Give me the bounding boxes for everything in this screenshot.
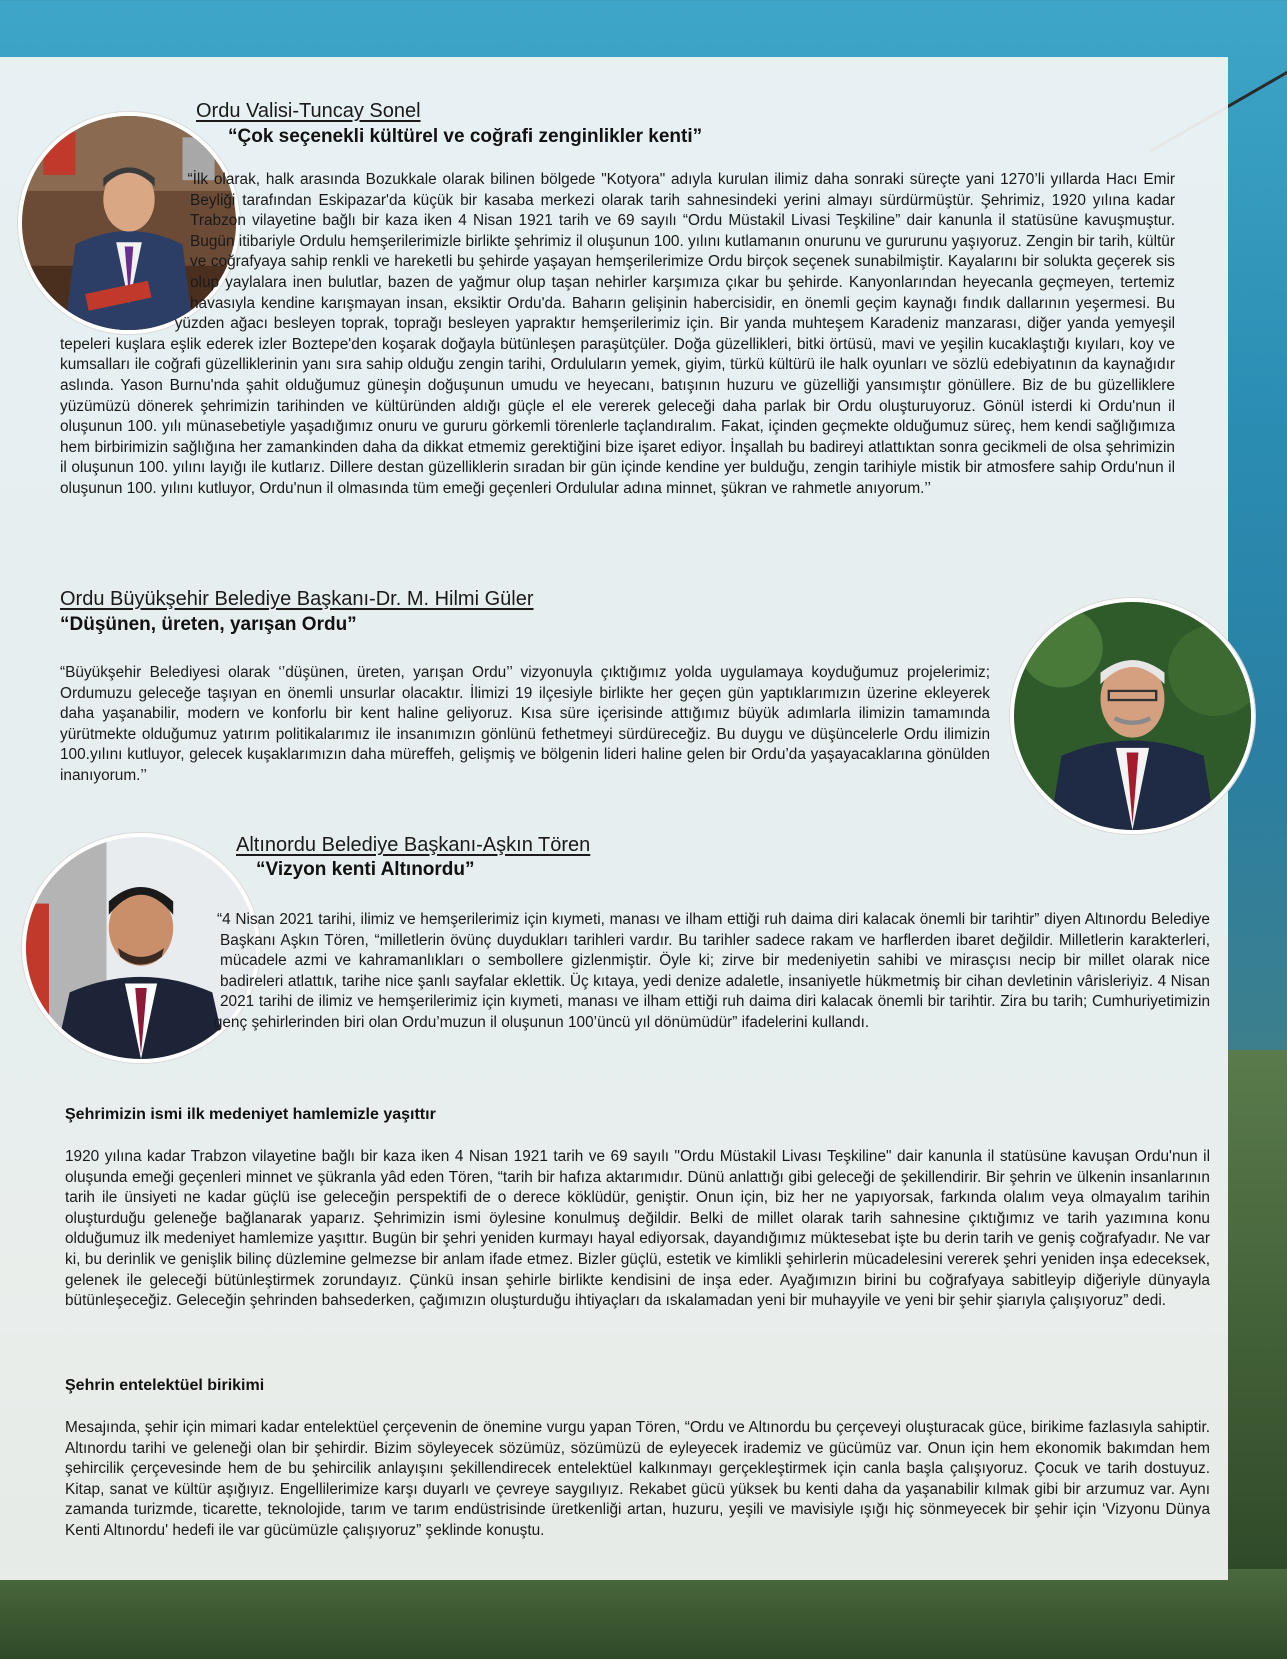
entelektuel-text: Mesajında, şehir için mimari kadar entelektüel çerçevenin de önemine vurgu yapan Tören, “Ordu ve Altınordu bu çerçeveyi oluşturacak güce, birikime fazlasıyla sahiptir. Altınordu tarihi ve geleneği olan bir şehirdir. Bizim söyleyecek sözümüz, sözümüzü de eyleyecek irademiz ve gücümüz var. Onun için hem ekonomik bakımdan hem şehircilik çerçevesinde hem de bu şehircilik anlayışını şekillendirecek entelektüel kalkınmayı gerçekleştirmek için canla başla çalışıyoruz. Çocuk ve tarih dostuyuz. Kitap, sanat ve kültür aşığıyız. Engellilerimize karşı duyarlı ve çevreye saygılıyız. Rekabet gücü yüksek bu kenti daha da yaşanabilir kılmak gibi bir arzumuz var. Aynı zamanda turizmde, ticarette, teknolojide, tarım ve tarım endüstrisinde üretkenliği artan, huzuru, yeşili ve mavisiyle ışığı hiç sönmeyecek bir şehir için ‘Vizyonu Dünya Kenti Altınordu' hedefi ile var gücümüzle çalışıyoruz” şeklinde konuştu. [65, 1419, 1210, 1539]
portrait-hilmi-guler [1010, 598, 1255, 834]
heading-altinordu: Altınordu Belediye Başkanı-Aşkın Tören [236, 834, 591, 856]
paragraph-altinordu [60, 910, 1210, 1034]
forest-strip [0, 1569, 1287, 1659]
heading-buyuksehir: Ordu Büyükşehir Belediye Başkanı-Dr. M. Hilmi Güler [60, 588, 534, 610]
paragraph-entelektuel [65, 1418, 1210, 1542]
buyuksehir-text: “Büyükşehir Belediyesi olarak ‘’düşünen, üreten, yarışan Ordu’’ vizyonuyla çıktığımız yolda uygulamaya koyduğumuz projelerimiz; Ordumuzu geleceğe taşıyan en önemli unsurlar olacaktır. İlimizi 19 ilçesiyle birlikte her geçen gün yaptıklarımızın üzerine ekleyerek daha yaşanabilir, modern ve konforlu bir kent haline geliyoruz. Kısa süre içerisinde attığımız büyük adımlarla ilimizin tamamında yürütmekte olduğumuz yatırım politikalarımız ile insanımızın gönlünü fethetmeyi sürdüreceğiz. Bu duygu ve düşüncelerle Ordu ilimizin 100.yılını kutluyor, gelecek kuşaklarımızın daha müreffeh, gelişmiş ve bölgenin lideri haline gelen bir Ordu’da yaşayacaklarına gönülden inanıyorum.’’ [60, 664, 990, 784]
slogan-altinordu: “Vizyon kenti Altınordu” [256, 859, 475, 880]
medeniyet-text: 1920 yılına kadar Trabzon vilayetine bağlı bir kaza iken 4 Nisan 1921 tarih ve 69 sayılı "Ordu Müstakil Livası Teşkiline" dair kanunla il statüsüne kavuşan Ordu'nun il oluşunda emeği geçenleri minnet ve şükranla yâd eden Tören, “tarih bir hafıza aktarımıdır. Dünü anlattığı gibi geleceği de şekillendirir. Bir şehrin ve ülkenin insanlarının tarih ile ünsiyeti ne kadar güçlü ise geleceğin perspektifi de o derece köklüdür, geniştir. Onun için, biz her ne yapıyorsak, farkında olalım veya olmayalım tarihin oluşturduğu geleneğe bağlanarak yaparız. Şehrimizin ismi öylesine konulmuş değildir. Belki de millet olarak tarih sahnesine çıktığımız ve tarih yazımına konu olduğumuz ilk medeniyet hamlemize yaşıttır. Bugün bir şehri yeniden kurmayı hayal ediyorsak, dayandığımız müktesebat işte bu derin tarih ve geniş coğrafyadır. Ne var ki, bu derinlik ve genişlik bilinç düzlemine gelmezse bir anlam ifade etmez. Bizler güçlü, estetik ve kimlikli şehirlerin mücadelesini vererek şehri yeniden inşa edeceksek, gelenek ile geleceği bütünleştirmek zorundayız. Çünkü insan şehirle birlikte kendisini de inşa eder. Ayağımızın birini bu coğrafyaya sabitleyip diğeriyle dünyayla bütünleşeceğiz. Geleceğin şehrinden bahsederken, çağımızın oluşturduğu ihtiyaçları da ıskalamadan yeni bir muhayyile ve yeni bir şehir şiarıyla çalışıyoruz” dedi. [65, 1148, 1210, 1310]
slogan-vali: “Çok seçenekli kültürel ve coğrafi zenginlikler kenti” [228, 126, 703, 147]
green-hillside [1227, 1050, 1287, 1570]
paragraph-vali [60, 170, 1175, 500]
paragraph-medeniyet [65, 1147, 1210, 1312]
heading-vali: Ordu Valisi-Tuncay Sonel [196, 100, 421, 122]
text-wrap-spacer [0, 140, 190, 320]
section-heading-entelektuel: Şehrin entelektüel birikimi [65, 1377, 265, 1394]
text-wrap-spacer-2 [0, 850, 220, 1030]
paragraph-buyuksehir [60, 663, 990, 787]
vali-text: “İlk olarak, halk arasında Bozukkale olarak bilinen bölgede "Kotyora" adıyla kurulan ilimiz daha sonraki süreçte yani 1270’li yıllarda Hacı Emir Beyliği tarafından Eskipazar'da küçük bir kasaba merkezi olarak tarih sahnesindeki yerini almayı sürdürmüştür. Şehrimiz, 1920 yılına kadar Trabzon vilayetine bağlı bir kaza iken 4 Nisan 1921 tarih ve 69 sayılı “Ordu Müstakil Livasi Teşkiline” dair kanunla il statüsüne kavuşmuştur. Bugün itibariyle Ordulu hemşerilerimizle birlikte şehrimiz il oluşunun 100. yılını kutlamanın onurunu ve gururunu yaşıyoruz. Zengin bir tarih, kültür ve coğrafyaya sahip renkli ve hareketli bu şehirde yaşayan hemşerilerimize Ordu birçok seçenek sunabilmiştir. Kayalarını bir solukta geçerek sis olup yaylalara inen bulutlar, bazen de yağmur olup taşan nehirler karşımıza çıkar bu şehirde. Kanyonlarından heyecanla geçmeyen, tertemiz havasıyla kendine karışmayan insan, eksiktir Ordu'da. Baharın gelişinin habercisidir, en önemli geçim kaynağı fındık dallarının yeşermesi. Bu yüzden ağacı besleyen toprak, toprağı besleyen yapraktır hemşerilerimiz için. Bir yanda muhteşem Karadeniz manzarası, diğer yanda yemyeşil tepeleri kuşlara eşlik ederek izler Boztepe'den koşarak doğayla bütünleşen paraşütçüler. Doğa güzellikleri, bitki örtüsü, mavi ve yeşilin kucaklaştığı kıyıları, koy ve kumsalları ile coğrafi güzelliklerinin yanı sıra sahip olduğu zengin tarihi, Orduluların yemek, giyim, türkü kültürü ile halk oyunları ve sözlü edebiyatının da kaynağıdır aslında. Yason Burnu'nda şahit olduğumuz güneşin doğuşunun umudu ve heyecanı, batışının huzuru ve güzelliği yansımıştır gönüllere. Biz de bu güzelliklere yüzümüzü dönerek şehrimizin tarihinden ve kültüründen aldığı güçle el ele vererek geleceği daha parlak bir Ordu oluşturuyoruz. Gönül isterdi ki Ordu'nun il oluşunun 100. yılı münasebetiyle yaşadığımız onuru ve gururu görkemli törenlerle taçlandıralım. Fakat, içinden geçmekte olduğumuz süreç, hem kendi sağlığımıza hem birbirimizin sağlığına her zamankinden daha da dikkat etmemiz gerektiğini bize işaret ediyor. İnşallah bu badireyi atlattıktan sonra gecikmeli de olsa şehrimizin il oluşunun 100. yılını layığı ile kutlarız. Dillere destan güzelliklerin sıradan bir gün içinde kendine yer bulduğu, zengin tarihiyle mistik bir atmosfere sahip Ordu'nun il oluşunun 100. yılını kutluyor, Ordu'nun il olmasında tüm emeği geçenleri Ordulular adına minnet, şükran ve rahmetle anıyorum.’’ [60, 171, 1175, 497]
slogan-buyuksehir: “Düşünen, üreten, yarışan Ordu” [60, 614, 357, 635]
section-heading-medeniyet: Şehrimizin ismi ilk medeniyet hamlemizle yaşıttır [65, 1106, 436, 1123]
altinordu-text: “4 Nisan 2021 tarihi, ilimiz ve hemşerilerimiz için kıymeti, manası ve ilham ettiği ruh daima diri kalacak önemli bir tarihtir” diyen Altınordu Belediye Başkanı Aşkın Tören, “milletlerin övünç duydukları tarihleri vardır. Bu tarihler sadece rakam ve harflerden ibaret değildir. Milletlerin karakterleri, mücadele azmi ve kahramanlıkları o sembollere gizlenmiştir. Öyle ki; zirve bir medeniyetin sahibi ve mirasçısı necip bir millet olarak nice badireleri atlattık, tarihe nice şanlı sayfalar eklettik. Üç kıtaya, yedi denize adaletle, insaniyetle hükmetmiş bir cihan devletinin vârisleriyiz. 4 Nisan 2021 tarihi de ilimiz ve hemşerilerimiz için kıymeti, manası ve ilham ettiği ruh daima diri kalacak önemli bir tarihtir. Zira bu tarih; Cumhuriyetimizin genç şehirlerinden biri olan Ordu’muzun il oluşunun 100’üncü yıl dönümüdür” ifadelerini kullandı. [213, 911, 1210, 1031]
